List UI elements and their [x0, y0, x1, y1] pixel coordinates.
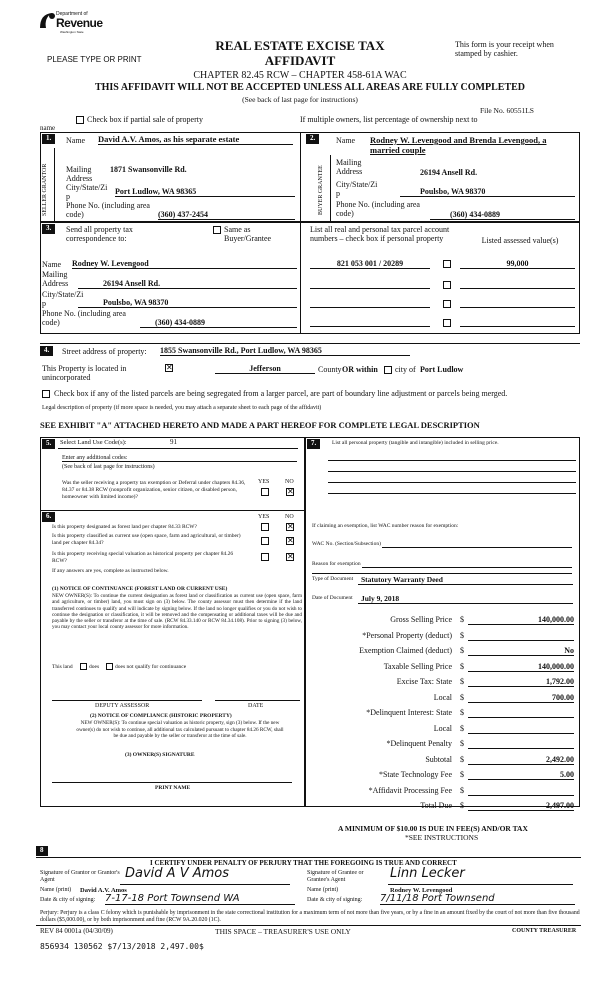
please-print: PLEASE TYPE OR PRINT [47, 55, 142, 64]
section-6-number: 6. [42, 512, 55, 522]
notice-compliance-body: NEW OWNER(S): To continue special valuation as historic property, sign (3) below. If the new owner(s) do not wish to continue, all additional tax calculated pursuant to chapter 84.26 RCW, shall be due and payable by the seller or transferor at the time of sale. [76, 720, 284, 739]
yes-header: YES [258, 479, 270, 485]
file-number: File No. 60551LS [480, 106, 534, 115]
correspondence-mail-label: Mailing Address [42, 270, 69, 288]
tax-row-value: 1,792.00 [468, 677, 574, 687]
form-title-1: REAL ESTATE EXCISE TAX [215, 38, 385, 53]
if-yes-note: If any answers are yes, complete as instructed below. [52, 568, 169, 574]
agency-line2: Revenue [56, 16, 103, 30]
seller-name: David A.V. Amos, as his separate estate [98, 134, 293, 145]
section-3-number: 3. [42, 224, 55, 234]
owner-signature-label: (3) OWNER(S) SIGNATURE [125, 752, 195, 758]
tax-row-value [468, 786, 574, 796]
unincorporated-checkbox[interactable]: ✕ [166, 363, 173, 372]
current-use-yes-checkbox[interactable] [261, 537, 269, 545]
tax-row-label: Gross Selling Price [390, 615, 452, 624]
agency-line3: Washington State [60, 30, 84, 34]
receipt-note: This form is your receipt when stamped by cashier. [455, 40, 554, 58]
correspondence-csz: Poulsbo, WA 98370 [78, 298, 297, 308]
grantor-signature: David A V Amos [125, 866, 229, 881]
tax-row-dollar: $ [460, 677, 464, 686]
tax-row-label: *Delinquent Penalty [386, 739, 452, 748]
tax-row-label: *Personal Property (deduct) [362, 630, 452, 640]
certify-line: I CERTIFY UNDER PENALTY OF PERJURY THAT THE FOREGOING IS TRUE AND CORRECT [150, 859, 457, 867]
perjury-note: Perjury: Perjury is a class C felony which is punishable by imprisonment in the state correctional institution for a maximum term of not more than five years, or by a fine in an amount fixed by the court of not more than five thousand dollars ($5,000.00), or by both imprisonment and fine (RCW 9A.20.020 (1C). [40, 910, 580, 923]
unincorporated-label: unincorporated [42, 373, 91, 382]
grantor-name-label: Name (print) [40, 887, 72, 893]
tax-row-dollar: $ [460, 646, 464, 655]
correspondence-address: 26194 Ansell Rd. [78, 279, 297, 289]
segregated-checkbox[interactable] [42, 390, 50, 398]
tax-row-dollar: $ [460, 801, 464, 810]
tax-row-dollar: $ [460, 615, 464, 624]
tax-row-dollar: $ [460, 754, 464, 764]
forest-yes-checkbox[interactable] [261, 523, 269, 531]
grantor-date-label: Date & city of signing: [40, 897, 96, 903]
parcel-personal-checkbox-1[interactable] [443, 260, 451, 268]
exemption-question: Was the seller receiving a property tax exemption or Deferral under chapters 84.36, 84.37 or 84.38 RCW (nonprofit organization, senior citizen, or disabled person, homeowner with limited income)? [62, 480, 246, 500]
buyer-phone: (360) 434-0889 [430, 210, 575, 220]
seller-mail-label: Mailing Address [66, 165, 93, 183]
grantee-name-label: Name (print) [307, 887, 339, 893]
same-as-buyer-checkbox[interactable] [213, 226, 221, 234]
forest-question: Is this property designated as forest land per chapter 84.33 RCW? [52, 524, 197, 530]
agency-line1: Department of [56, 11, 88, 17]
land-use-label: Select Land Use Code(s): [60, 439, 127, 446]
located-label: This Property is located in [42, 364, 127, 373]
parcel-personal-checkbox-3[interactable] [443, 300, 451, 308]
tax-row-label: Taxable Selling Price [383, 661, 452, 671]
correspondence-csz-label: City/State/Zi p [42, 290, 84, 308]
parcel-personal-checkbox-4[interactable] [443, 319, 451, 327]
seller-phone: (360) 437-2454 [158, 210, 295, 220]
exemption-no-checkbox[interactable]: ✕ [287, 487, 294, 496]
tax-row-label: Exemption Claimed (deduct) [359, 646, 452, 655]
revenue-logo-icon [38, 10, 58, 32]
buyer-section-number: 2. [306, 134, 319, 144]
tax-row-dollar: $ [460, 708, 464, 717]
this-land-label: This land [52, 664, 73, 670]
parcel-header: List all real and personal tax parcel account numbers – check box if personal property [310, 225, 450, 243]
tax-row-label: Local [433, 723, 452, 733]
tax-row-value: 2,492.00 [468, 755, 574, 765]
does-not-qualify-checkbox[interactable] [106, 663, 113, 670]
form-title-2: AFFIDAVIT [264, 53, 336, 68]
multiple-owners-note: If multiple owners, list percentage of ownership next to [300, 115, 478, 124]
additional-codes: Enter any additional codes: [62, 455, 297, 462]
seller-vertical-label: SELLER GRANTOR [42, 163, 48, 217]
seller-csz: Port Ludlow, WA 98365 [115, 187, 295, 197]
agency-logo [38, 8, 103, 38]
exemption-wac-label: If claiming an exemption, list WAC number reason for exemption: [312, 523, 459, 529]
tax-row-label: Subtotal [425, 754, 452, 764]
tax-row-value [468, 708, 574, 718]
grantee-name: Rodney W. Levengood [390, 887, 453, 894]
personal-property-label: List all personal property (tangible and intangible) included in selling price. [332, 440, 499, 446]
tax-row-label: *Affidavit Processing Fee [368, 785, 452, 795]
grantee-date-label: Date & city of signing: [307, 897, 363, 903]
see-instructions: *SEE INSTRUCTIONS [405, 833, 479, 842]
tax-row-value [468, 631, 574, 641]
wac-number-label: WAC No. (Section/Subsection) [312, 541, 381, 547]
yes-header-2: YES [258, 514, 270, 520]
correspondence-name-label: Name [42, 260, 62, 269]
section-5-number: 5. [42, 439, 55, 449]
city-name: Port Ludlow [420, 365, 464, 374]
see-back: (See back of last page for instructions) [242, 95, 358, 104]
minimum-due-note: A MINIMUM OF $10.00 IS DUE IN FEE(S) AND/OR TAX [338, 824, 528, 833]
tax-row-value [468, 739, 574, 749]
does-label: does [89, 664, 100, 670]
section-7-number: 7. [307, 439, 320, 449]
correspondence-label: Send all property tax correspondence to: [66, 225, 133, 243]
treasurer-stamp: 856934 130562 $7/13/2018 2,497.00$ [40, 942, 204, 951]
correspondence-phone: (360) 434-0889 [140, 318, 297, 328]
seller-csz-label: City/State/Zi p [66, 183, 108, 201]
legal-note: Legal description of property (if more space is needed, you may attach a separate sheet to each page of the affidavit) [42, 405, 322, 411]
document-date: July 9, 2018 [358, 594, 573, 604]
tax-row-dollar: $ [460, 630, 464, 640]
tax-row-value: No [468, 646, 574, 656]
historic-yes-checkbox[interactable] [261, 553, 269, 561]
or-within-label: OR within [342, 365, 378, 374]
tax-row-dollar: $ [460, 723, 464, 733]
section-8-number: 8 [36, 846, 48, 856]
parcel-personal-checkbox-2[interactable] [443, 281, 451, 289]
tax-row-dollar: $ [460, 739, 464, 748]
tax-row-label: Local [433, 692, 452, 702]
no-header: NO [285, 479, 294, 485]
land-use-see-back: (See back of last page for instructions) [62, 464, 155, 470]
exhibit-line: SEE EXHIBIT "A" ATTACHED HERETO AND MADE A PART HEREOF FOR COMPLETE LEGAL DESCRIPTION [40, 420, 480, 430]
revision-number: REV 84 0001a (04/30/09) [40, 927, 113, 935]
grantee-signature-label: Signature of Grantee or Grantee's Agent [307, 870, 364, 883]
land-use-code: 91 [170, 438, 177, 446]
does-qualify-checkbox[interactable] [80, 663, 87, 670]
seller-name-label: Name [66, 136, 86, 145]
grantee-signature: Linn Lecker [390, 866, 465, 881]
document-date-label: Date of Document [312, 595, 353, 601]
buyer-name-label: Name [336, 136, 356, 145]
buyer-mail-label: Mailing Address [336, 158, 363, 176]
does-not-label: does not qualify for continuance [115, 664, 187, 670]
document-type-label: Type of Document [312, 576, 354, 582]
tax-row-value [468, 724, 574, 734]
name-label: name [40, 124, 56, 132]
deputy-assessor-label: DEPUTY ASSESSOR [95, 703, 150, 709]
exemption-yes-checkbox[interactable] [261, 488, 269, 496]
seller-section-number: 1. [42, 134, 55, 144]
tax-row-dollar: $ [460, 692, 464, 702]
tax-row-value: 5.00 [468, 770, 574, 780]
notice-continuance-title: (1) NOTICE OF CONTINUANCE (FOREST LAND OR CURRENT USE) [52, 586, 228, 592]
reason-label: Reason for exemption [312, 561, 361, 567]
segregated-label: Check box if any of the listed parcels are being segregated from a larger parcel, are part of boundary line adjustment or parcels being merged. [54, 389, 508, 398]
grantee-date-city: 7/11/18 Port Townsend [380, 893, 575, 905]
grantor-signature-label: Signature of Grantor or Grantor's Agent [40, 870, 120, 883]
city-checkbox[interactable] [384, 366, 392, 374]
assessed-header: Listed assessed value(s) [481, 236, 559, 245]
correspondence-phone-label: Phone No. (including area code) [42, 309, 126, 327]
tax-row-dollar: $ [460, 770, 464, 779]
seller-address: 1871 Swansonville Rd. [110, 165, 187, 174]
property-street: 1855 Swansonville Rd., Port Ludlow, WA 98365 [160, 346, 410, 356]
notice-continuance-body: NEW OWNER(S): To continue the current designation as forest land or classification as current use (open space, farm and agriculture, or timber) land, you must sign on (3) below. The county assessor must then determine if the land transferred continues to qualify and will indicate by signing below. If the land no longer qualifies or you do not wish to continue the designation or classification, it will be removed and the compensating or additional taxes will be due and payable by the seller or transferor at the time of sale. (RCW 84.33.140 or RCW 84.34.108). Prior to signing (3) below, you may contact your local county assessor for more information. [52, 593, 302, 631]
buyer-vertical-label: BUYER GRANTEE [318, 165, 324, 215]
tax-row-value: 700.00 [468, 693, 574, 703]
seller-phone-label: Phone No. (including area code) [66, 201, 150, 219]
tax-row-label: *State Technology Fee [378, 770, 452, 779]
treasurer-only: THIS SPACE – TREASURER'S USE ONLY [215, 927, 351, 936]
warning-line: THIS AFFIDAVIT WILL NOT BE ACCEPTED UNLESS ALL AREAS ARE FULLY COMPLETED [94, 82, 526, 93]
grantor-date-city: 7-17-18 Port Townsend WA [105, 893, 295, 905]
historic-question: Is this property receiving special valuation as historical property per chapter 84.26 RCW? [52, 551, 234, 564]
buyer-csz-label: City/State/Zi p [336, 180, 378, 198]
current-use-question: Is this property classified as current use (open space, farm and agricultural, or timber) land per chapter 84.34? [52, 533, 241, 546]
tax-row-value: 2,497.00 [468, 801, 574, 811]
no-header-2: NO [285, 514, 294, 520]
current-use-no-checkbox[interactable]: ✕ [287, 536, 294, 545]
same-as-buyer-label: Same as Buyer/Grantee [224, 225, 272, 243]
tax-row-label: *Delinquent Interest: State [366, 708, 452, 717]
buyer-csz: Poulsbo, WA 98370 [400, 187, 575, 197]
tax-row-value: 140,000.00 [468, 615, 574, 625]
section-4-number: 4. [40, 346, 53, 356]
buyer-phone-label: Phone No. (including area code) [336, 200, 420, 218]
tax-row-label: Excise Tax: State [396, 677, 452, 686]
buyer-address: 26194 Ansell Rd. [420, 168, 478, 177]
city-label: city of [395, 365, 416, 374]
chapter-line: CHAPTER 82.45 RCW – CHAPTER 458-61A WAC [193, 70, 407, 81]
date-label: DATE [248, 703, 264, 709]
tax-row-dollar: $ [460, 661, 464, 671]
partial-sale-checkbox[interactable] [76, 116, 84, 124]
tax-row-value: 140,000.00 [468, 662, 574, 672]
grantor-name: David A.V. Amos [80, 887, 127, 894]
historic-no-checkbox[interactable]: ✕ [287, 552, 294, 561]
street-label: Street address of property: [62, 347, 147, 356]
assessed-value: 99,000 [460, 259, 575, 269]
county-name: Jefferson [215, 364, 315, 374]
print-name-label: PRINT NAME [155, 785, 191, 791]
document-type: Statutory Warranty Deed [358, 575, 573, 585]
notice-compliance-title: (2) NOTICE OF COMPLIANCE (HISTORIC PROPERTY) [90, 713, 232, 719]
parcel-number: 821 053 001 / 20289 [310, 259, 430, 269]
forest-no-checkbox[interactable]: ✕ [287, 522, 294, 531]
partial-sale-label: Check box if partial sale of property [87, 115, 203, 124]
tax-row-label: Total Due [420, 801, 452, 810]
tax-row-dollar: $ [460, 785, 464, 795]
correspondence-name: Rodney W. Levengood [72, 259, 297, 269]
county-label: County [318, 365, 342, 374]
county-treasurer: COUNTY TREASURER [512, 928, 577, 934]
buyer-name: Rodney W. Levengood and Brenda Levengood, a married couple [370, 135, 547, 155]
